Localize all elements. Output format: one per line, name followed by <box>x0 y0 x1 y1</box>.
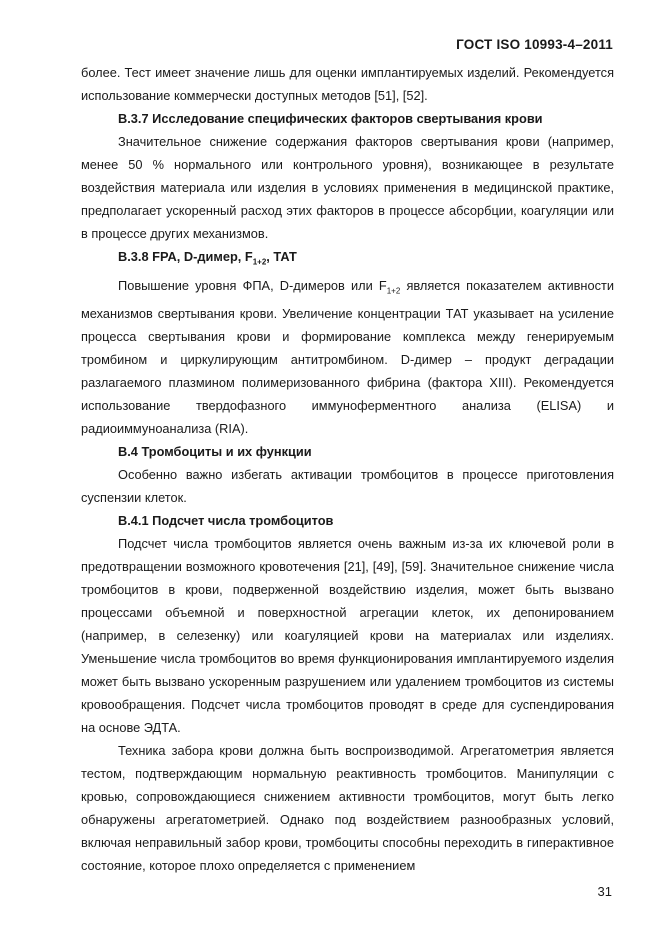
paragraph-continuation: более. Тест имеет значение лишь для оценки имплантируемых изделий. Рекомендуется использование коммерчески доступных методов [51], [52]. <box>81 65 614 103</box>
paragraph-b38-rest: является показателем активности механизмов свертывания крови. Увеличение концентрации ТАТ указывает на усиление процесса свертывания крови и формирование комплекса между генерируемым тромбином и циркулирующим антитромбином. D-димер – продукт деградации разлагаемого плазмином полимеризованного фибрина (фактора XIII). Рекомендуется использование твердофазного иммуноферментного анализа (ELISA) и радиоиммуноанализа (RIA). <box>81 277 614 437</box>
document-code-header: ГОСТ ISO 10993-4–2011 <box>456 37 613 52</box>
paragraph-b4: Особенно важно избегать активации тромбоцитов в процессе приготовления суспензии клеток. <box>81 467 614 506</box>
heading-b38-subscript: 1+2 <box>252 257 267 267</box>
paragraph-b38-subscript: 1+2 <box>386 286 401 296</box>
heading-b38-tail: , ТАТ <box>266 249 297 264</box>
page-number: 31 <box>597 884 612 899</box>
section-heading-b41: В.4.1 Подсчет числа тромбоцитов <box>118 513 334 529</box>
paragraph-b37: Значительное снижение содержания факторов свертывания крови (например, менее 50 % нормального или контрольного уровня), возникающее в результате воздействия материала или изделия в условиях применения в медицинской практике, предполагает ускоренный расход этих факторов в процессе абсорбции, коагуляции или в процессе других механизмов. <box>81 134 614 241</box>
section-heading-b4: В.4 Тромбоциты и их функции <box>118 444 312 460</box>
paragraph-b38 <box>81 274 614 441</box>
section-heading-b38 <box>81 245 614 274</box>
section-heading-b37: В.3.7 Исследование специфических факторов свертывания крови <box>118 111 543 126</box>
paragraph-b38-start: Повышение уровня ФПА, D-димеров или F <box>118 277 387 293</box>
heading-b38-text: В.3.8 FPA, D-димер, F <box>118 249 253 264</box>
paragraph-b41-1: Подсчет числа тромбоцитов является очень важным из-за их ключевой роли в предотвращении возможного кровотечения [21], [49], [59]. Значительное снижение числа тромбоцитов в крови, подверженной воздействию изделия, может быть вызвано процессами объемной и поверхностной агрегации клеток, их депонированием (например, в селезенку) или коагуляцией крови на материалах или изделиях. Уменьшение числа тромбоцитов во время функционирования имплантируемого изделия может быть вызвано ускоренным разрушением или удалением тромбоцитов из системы кровообращения. Подсчет числа тромбоцитов проводят в среде для суспендирования на основе ЭДТА. <box>81 536 614 736</box>
page-content <box>81 61 614 877</box>
paragraph-b41-2: Техника забора крови должна быть воспроизводимой. Агрегатометрия является тестом, подтверждающим нормальную реактивность тромбоцитов. Манипуляции с кровью, сопровождающиеся снижением активности тромбоцитов, могут быть легко обнаружены агрегатометрией. Однако под воздействием разнообразных условий, включая неправильный забор крови, тромбоциты способны переходить в гиперактивное состояние, которое плохо определяется с применением <box>81 743 614 874</box>
